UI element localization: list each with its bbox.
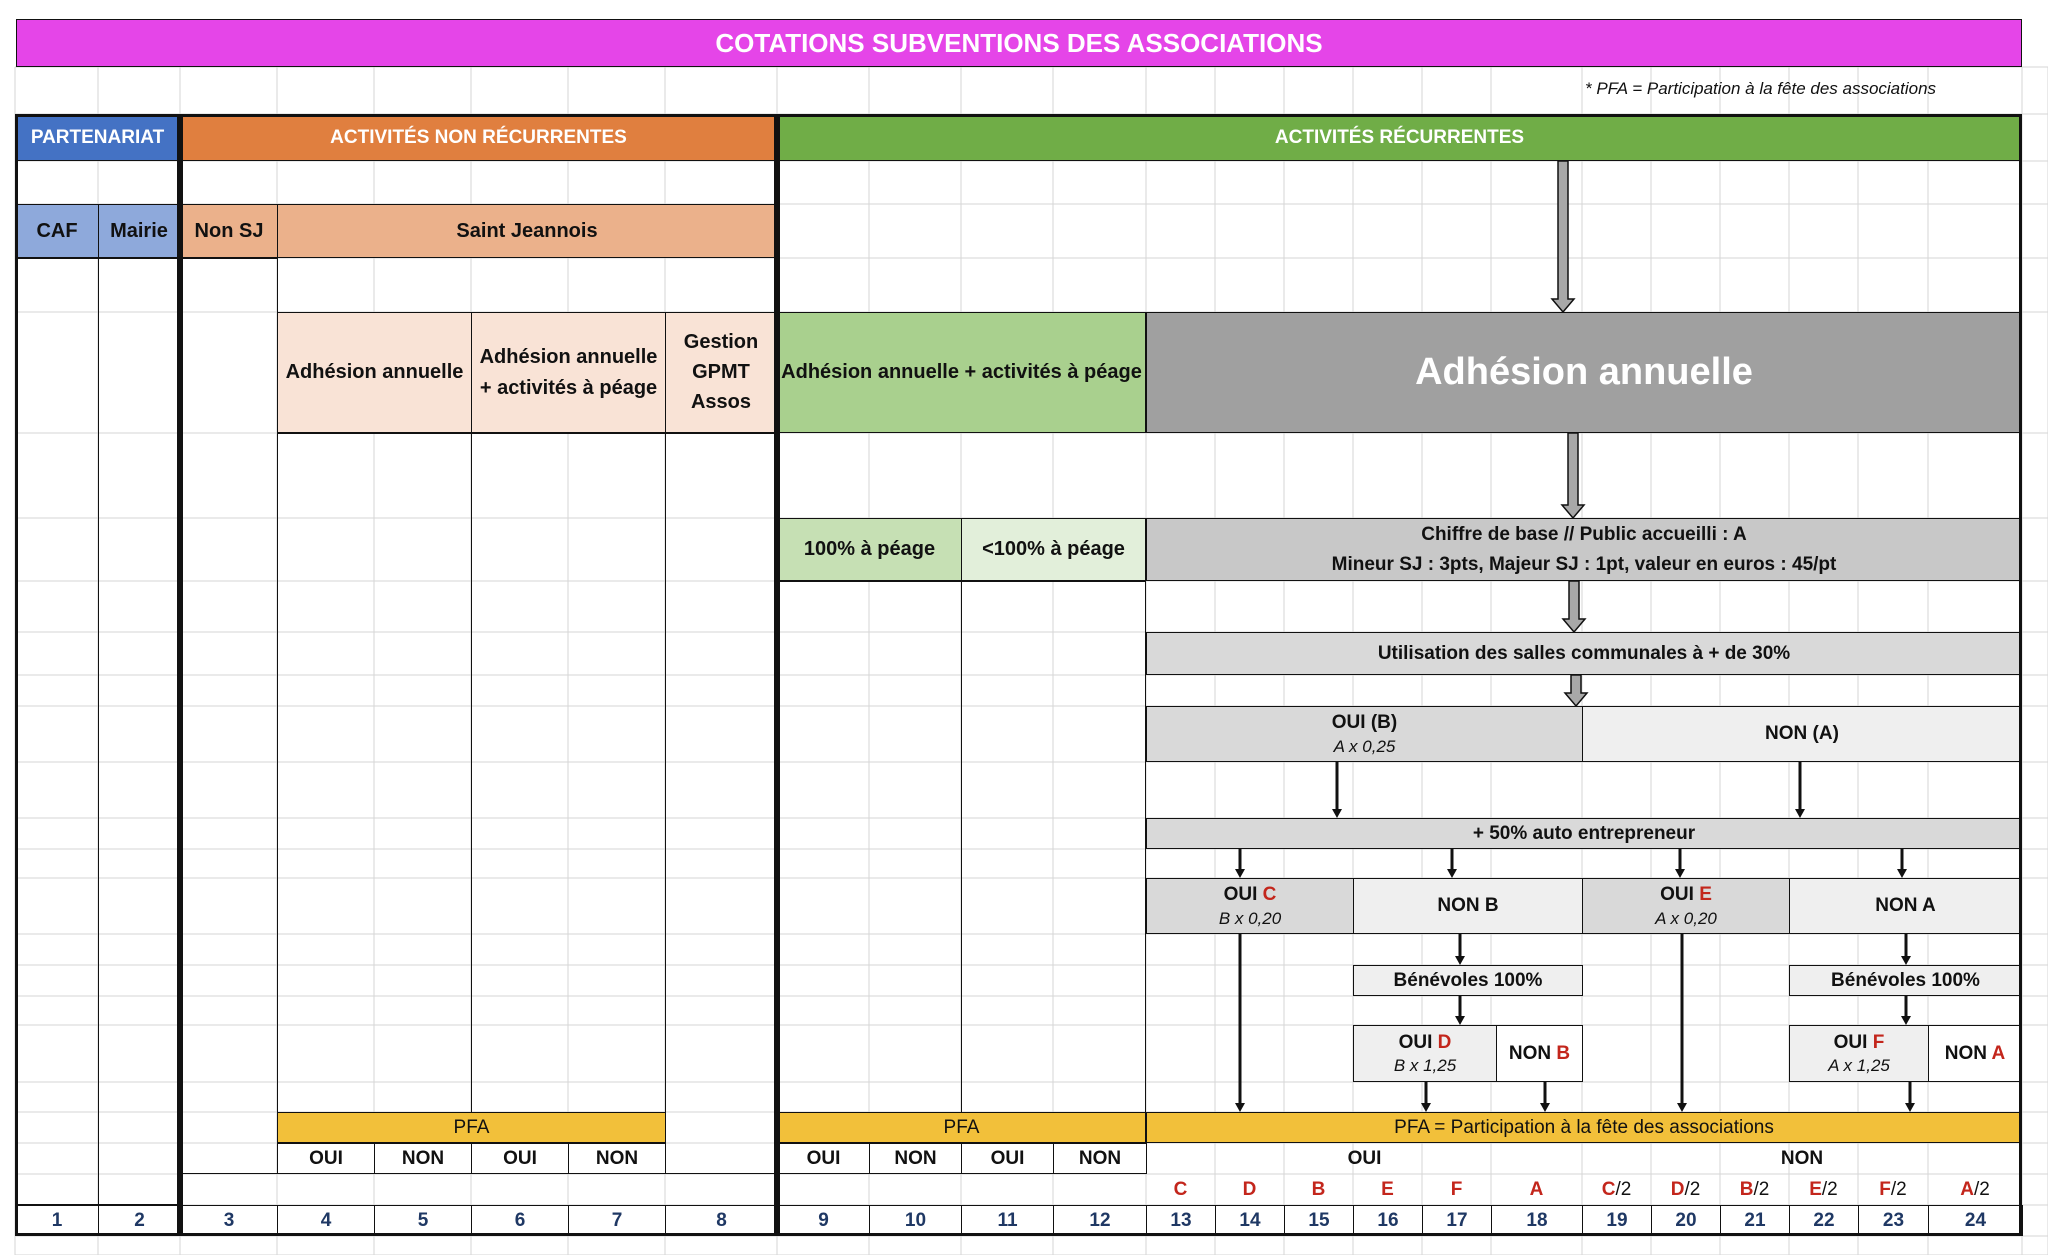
column-number: 17 (1422, 1205, 1492, 1236)
column-number: 16 (1353, 1205, 1423, 1236)
column-number: 20 (1651, 1205, 1721, 1236)
code-letter: A (1529, 1178, 1544, 1200)
column-number: 8 (665, 1205, 778, 1236)
non-a-label: NON (A) (1765, 723, 1839, 745)
gestion-line3: Assos (690, 391, 752, 413)
adhesion-peage-line1: Adhésion annuelle (479, 345, 658, 368)
adhesion-annuelle-label: Adhésion annuelle (285, 361, 464, 383)
non-b2-word: NON (1508, 1042, 1557, 1064)
non-a3-letter: A (1991, 1042, 2006, 1064)
oui-e-letter: E (1699, 884, 1712, 905)
column-number: 7 (568, 1205, 666, 1236)
recurrentes-outline (777, 114, 2022, 1236)
code-letter: D (1242, 1178, 1257, 1200)
chiffre-line1: Chiffre de base // Public accueilli : A (1421, 523, 1747, 545)
oui-f-word: OUI (1833, 1031, 1873, 1053)
column-number: 22 (1789, 1205, 1859, 1236)
oui-c-letter: C (1262, 884, 1277, 905)
footnote: * PFA = Participation à la fête des associations (1585, 79, 1937, 98)
section-recurrentes-label: ACTIVITÉS RÉCURRENTES (1274, 126, 1525, 148)
oui-e-formula: A x 0,20 (1655, 908, 1717, 928)
title-bar (16, 19, 2022, 67)
half-suffix: /2 (1615, 1178, 1632, 1200)
non-sj-label: Non SJ (194, 219, 264, 242)
gestion-line2: GPMT (692, 361, 750, 383)
section-non-recurrentes-label: ACTIVITÉS NON RÉCURRENTES (330, 126, 627, 148)
salles-label: Utilisation des salles communales à + de 30% (1377, 642, 1791, 664)
big-adhesion-label: Adhésion annuelle (1415, 350, 1753, 393)
oui-e-word: OUI (1660, 884, 1700, 905)
oui-d-letter: D (1437, 1031, 1452, 1053)
oui-d-word: OUI (1398, 1031, 1438, 1053)
gestion-line1: Gestion (683, 331, 759, 353)
non-a2-label: NON A (1875, 895, 1936, 917)
column-number: 2 (98, 1205, 181, 1236)
pfa-label-non-recurrentes: PFA (453, 1116, 490, 1138)
oui-b-formula: A x 0,25 (1333, 736, 1396, 756)
oui-group-label: OUI (1347, 1147, 1382, 1169)
code-letter: D (1670, 1178, 1685, 1200)
column-number: 24 (1928, 1205, 2023, 1236)
oui-non-cell: NON (374, 1143, 472, 1174)
oui-c-formula: B x 0,20 (1218, 908, 1282, 928)
column-number: 21 (1720, 1205, 1790, 1236)
column-number: 5 (374, 1205, 472, 1236)
code-letter: E (1381, 1178, 1394, 1200)
oui-non-cell: OUI (471, 1143, 569, 1174)
code-letter: A (1960, 1178, 1974, 1200)
pfa-full-label: PFA = Participation à la fête des associations (1394, 1116, 1774, 1138)
mairie-label: Mairie (110, 219, 168, 242)
column-number: 11 (961, 1205, 1054, 1236)
column-number: 4 (277, 1205, 375, 1236)
column-number: 1 (15, 1205, 99, 1236)
code-letter: C (1601, 1178, 1616, 1200)
partenariat-outline (15, 114, 180, 1236)
peage-less-label: <100% à péage (982, 538, 1125, 560)
section-partenariat-label: PARTENARIAT (30, 126, 165, 148)
column-number: 13 (1146, 1205, 1216, 1236)
caf-label: CAF (36, 219, 78, 242)
half-suffix: /2 (1821, 1178, 1838, 1200)
oui-non-cell: NON (869, 1143, 962, 1174)
oui-c-word: OUI (1223, 884, 1263, 905)
half-suffix: /2 (1890, 1178, 1907, 1200)
non-a3-word: NON (1944, 1042, 1992, 1064)
oui-non-cell: OUI (277, 1143, 375, 1174)
column-number: 14 (1215, 1205, 1285, 1236)
chiffre-line2: Mineur SJ : 3pts, Majeur SJ : 1pt, valeur en euros : 45/pt (1331, 553, 1837, 575)
pfa-label-recurrentes-peage: PFA (943, 1116, 980, 1138)
non-b2-letter: B (1556, 1042, 1571, 1064)
rec-adhesion-peage-label: Adhésion annuelle + activités à péage (781, 361, 1142, 383)
code-letter: B (1739, 1178, 1754, 1200)
code-letter: F (1879, 1178, 1891, 1200)
saint-jeannois-label: Saint Jeannois (456, 219, 598, 242)
oui-f-formula: A x 1,25 (1828, 1056, 1890, 1076)
half-suffix: /2 (1753, 1178, 1770, 1200)
column-number: 23 (1858, 1205, 1929, 1236)
benevoles-b-label: Bénévoles 100% (1393, 969, 1543, 991)
half-suffix: /2 (1684, 1178, 1701, 1200)
peage-100-label: 100% à péage (803, 538, 936, 560)
column-number: 15 (1284, 1205, 1354, 1236)
column-number: 9 (777, 1205, 870, 1236)
column-number: 19 (1582, 1205, 1652, 1236)
column-number: 18 (1491, 1205, 1583, 1236)
oui-f-letter: F (1872, 1031, 1885, 1053)
oui-d-formula: B x 1,25 (1393, 1056, 1457, 1076)
non-recurrentes-outline (180, 114, 777, 1236)
benevoles-a-label: Bénévoles 100% (1831, 969, 1980, 991)
oui-non-cell: NON (568, 1143, 666, 1174)
non-group-label: NON (1780, 1147, 1824, 1169)
non-b-label: NON B (1437, 895, 1499, 917)
column-number: 3 (180, 1205, 278, 1236)
code-letter: C (1173, 1178, 1188, 1200)
column-number: 6 (471, 1205, 569, 1236)
adhesion-peage-line2: + activités à péage (479, 376, 658, 399)
code-letter: E (1809, 1178, 1822, 1200)
code-letter: F (1450, 1178, 1463, 1200)
column-number: 12 (1053, 1205, 1147, 1236)
page-title: COTATIONS SUBVENTIONS DES ASSOCIATIONS (715, 27, 1323, 58)
oui-b-label: OUI (B) (1331, 712, 1398, 733)
half-suffix: /2 (1973, 1178, 1990, 1200)
code-letter: B (1311, 1178, 1326, 1200)
auto-entrepreneur-label: + 50% auto entrepreneur (1472, 822, 1696, 844)
oui-non-cell: NON (1053, 1143, 1147, 1174)
column-number: 10 (869, 1205, 962, 1236)
oui-non-cell: OUI (777, 1143, 870, 1174)
oui-non-cell: OUI (961, 1143, 1054, 1174)
